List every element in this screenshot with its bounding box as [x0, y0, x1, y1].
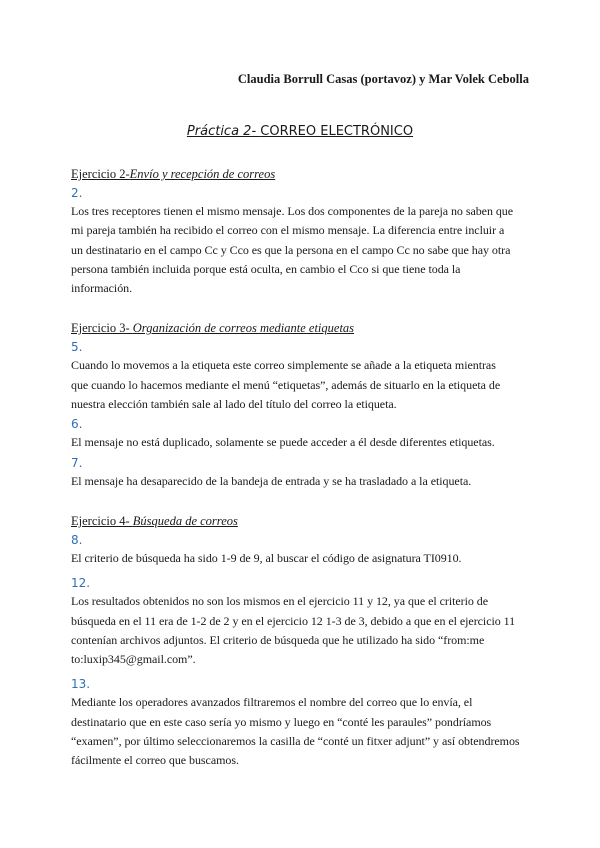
- answer-line: mi pareja también ha recibido el correo con el mismo mensaje. La diferencia entre incluir a: [71, 223, 505, 238]
- author-line: Claudia Borrull Casas (portavoz) y Mar Volek Cebolla: [237, 72, 529, 86]
- item-number: 7.: [71, 455, 83, 470]
- exercise-section: [71, 165, 531, 298]
- answer-line: to:luxip345@gmail.com”.: [71, 652, 196, 667]
- item-number: 5.: [71, 340, 83, 355]
- answer-line: Mediante los operadores avanzados filtraremos el nombre del correo que lo envía, el: [71, 695, 473, 710]
- item-number: 12.: [71, 576, 91, 591]
- item-number: 13.: [71, 677, 91, 692]
- answer-line: que cuando lo hacemos mediante el menú “etiquetas”, además de situarlo en la etiqueta de: [71, 377, 501, 392]
- document-body: [71, 165, 531, 771]
- answer-line: “examen”, por último seleccionaremos la casilla de “conté un fitxer adjunt” y así obtendremos: [71, 734, 520, 749]
- answer-line: nuestra elección también sale al lado del título del correo la etiqueta.: [71, 397, 397, 412]
- section-heading: Ejercicio 2-Envío y recepción de correos: [71, 167, 276, 181]
- answer-line: información.: [71, 281, 133, 296]
- answer-line: un destinatario en el campo Cc y Cco es que la persona en el campo Cc no sabe que hay otra: [71, 242, 511, 257]
- item-number: 6.: [71, 417, 83, 432]
- answer-line: El criterio de búsqueda ha sido 1-9 de 9, al buscar el código de asignatura TI0910.: [71, 550, 462, 565]
- answer-line: Los resultados obtenidos no son los mismos en el ejercicio 11 y 12, ya que el criterio de: [71, 594, 489, 609]
- answer-line: fácilmente el correo que buscamos.: [71, 753, 239, 768]
- answer-line: Los tres receptores tienen el mismo mensaje. Los dos componentes de la pareja no saben que: [71, 204, 514, 218]
- answer-line: contenían archivos adjuntos. El criterio de búsqueda que he utilizado ha sido “from:me: [71, 632, 485, 647]
- answer-line: búsqueda en el 11 era de 1-2 de 2 y en el ejercicio 12 1-3 de 3, debido a que en el ejercicio 11: [71, 613, 516, 628]
- answer-line: El mensaje ha desaparecido de la bandeja de entrada y se ha trasladado a la etiqueta.: [71, 473, 472, 488]
- answer-line: destinatario que en este caso sería yo mismo y luego en “conté les paraules” pondríamos: [71, 714, 492, 729]
- exercise-section: [71, 512, 531, 771]
- document-title: [0, 124, 600, 139]
- item-number: 2.: [71, 186, 83, 200]
- title-main: CORREO ELECTRÓNICO: [260, 124, 414, 139]
- exercise-section: [71, 319, 531, 490]
- section-heading: Ejercicio 3- Organización de correos mediante etiquetas: [71, 321, 355, 336]
- title-prefix: Práctica 2-: [186, 124, 261, 139]
- answer-line: persona también incluida porque está oculta, en cambio el Cco si que tiene toda la: [71, 261, 461, 276]
- section-heading: Ejercicio 4- Búsqueda de correos: [71, 513, 238, 528]
- answer-line: El mensaje no está duplicado, solamente se puede acceder a él desde diferentes etiquetas.: [71, 435, 495, 450]
- item-number: 8.: [71, 532, 83, 547]
- answer-line: Cuando lo movemos a la etiqueta este correo simplemente se añade a la etiqueta mientras: [71, 358, 496, 373]
